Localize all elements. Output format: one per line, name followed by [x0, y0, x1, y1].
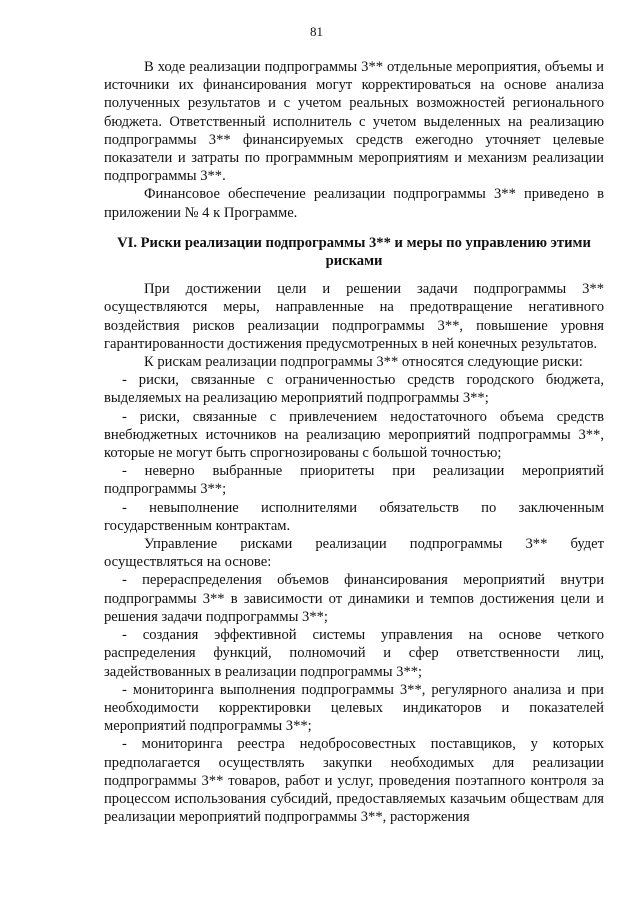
paragraph-risk-list-intro: К рискам реализации подпрограммы 3** относятся следующие риски:: [144, 354, 583, 371]
page-number: 81: [310, 24, 323, 39]
list-item-measure-supplier-registry: - мониторинга реестра недобросовестных поставщиков, у которых предполагается осуществлять закупки необходимых для реализации подпрограммы 3** товаров, работ и услуг, проведения поэтапного контроля за процессом использования субсидий, предоставляемых казачьим обществам для реализации мероприятий подпрограммы 3**, расторжения: [104, 736, 604, 826]
paragraph-risk-management-intro: Управление рисками реализации подпрограммы 3** будет осуществляться на основе:: [104, 536, 604, 571]
list-item-measure-management-system: - создания эффективной системы управления на основе четкого распределения функций, полномочий и сфер ответственности лиц, задействованных в реализации подпрограммы 3**;: [104, 627, 604, 680]
list-item-risk-extrabudget: - риски, связанные с привлечением недостаточного объема средств внебюджетных источников на реализацию мероприятий подпрограммы 3**, которые не могут быть спрогнозированы с большой точностью;: [104, 408, 604, 462]
list-item-measure-redistribution: - перераспределения объемов финансирования мероприятий внутри подпрограммы 3** в зависимости от динамики и темпов достижения цели и решения задачи подпрограммы 3**;: [104, 572, 604, 625]
paragraph-risk-measures: При достижении цели и решении задачи подпрограммы 3** осуществляются меры, направленные на предотвращение негативного воздействия рисков реализации подпрограммы 3**, повышение уровня гарантированности достижения предусмотренных в ней конечных результатов.: [104, 281, 604, 352]
paragraph-financing-reference: Финансовое обеспечение реализации подпрограммы 3** приведено в приложении № 4 к Программе.: [104, 186, 604, 221]
document-body: [104, 58, 604, 826]
list-item-risk-contracts: - невыполнение исполнителями обязательств по заключенным государственным контрактам.: [104, 499, 604, 534]
list-item-measure-monitoring: - мониторинга выполнения подпрограммы 3**, регулярного анализа и при необходимости корректировки целевых индикаторов и показателей мероприятий подпрограммы 3**;: [104, 681, 604, 735]
list-item-risk-priorities: - неверно выбранные приоритеты при реализации мероприятий подпрограммы 3**;: [104, 463, 604, 498]
list-item-risk-budget: - риски, связанные с ограниченностью средств городского бюджета, выделяемых на реализацию мероприятий подпрограммы 3**;: [104, 372, 604, 407]
section-heading: VI. Риски реализации подпрограммы 3** и меры по управлению этими рисками: [117, 234, 591, 270]
paragraph-implementation-adjustment: В ходе реализации подпрограммы 3** отдельные мероприятия, объемы и источники их финансирования могут корректироваться на основе анализа полученных результатов и с учетом реальных возможностей регионального бюджета. Ответственный исполнитель с учетом выделенных на реализацию подпрограммы 3** финансируемых средств ежегодно уточняет целевые показатели и затраты по программным мероприятиям и механизм реализации подпрограммы 3**.: [104, 59, 604, 185]
